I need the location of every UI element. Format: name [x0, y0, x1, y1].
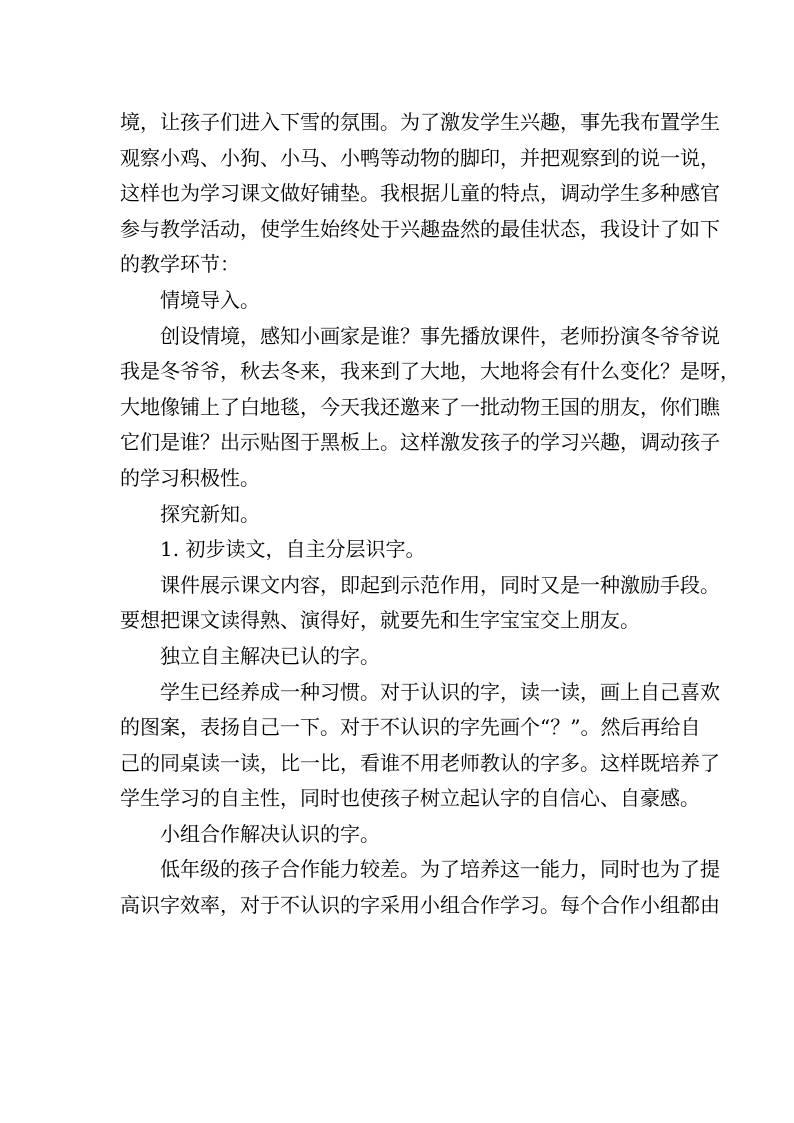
text-line: 课件展示课文内容，即起到示范作用，同时又是一种激励手段。 [160, 572, 720, 597]
text-line: 的图案，表扬自己一下。对于不认识的字先画个“？”。然后再给自 [120, 715, 701, 740]
text-line: 的学习积极性。 [120, 465, 260, 490]
section-heading: 小组合作解决认识的字。 [160, 821, 380, 846]
text-line: 低年级的孩子合作能力较差。为了培养这一能力，同时也为了提 [160, 857, 720, 882]
text-line: 我是冬爷爷，秋去冬来，我来到了大地，大地将会有什么变化？是呀， [120, 359, 740, 384]
section-heading: 独立自主解决已认的字。 [160, 643, 380, 668]
text-line: 这样也为学习课文做好铺垫。我根据儿童的特点，调动学生多种感官 [120, 181, 720, 206]
text-line: 学生学习的自主性，同时也使孩子树立起认字的自信心、自豪感。 [120, 786, 700, 811]
text-line: 境，让孩子们进入下雪的氛围。为了激发学生兴趣，事先我布置学生 [120, 110, 720, 134]
text-line: 己的同桌读一读，比一比，看谁不用老师教认的字多。这样既培养了 [120, 750, 720, 775]
text-line: 学生已经养成一种习惯。对于认识的字，读一读，画上自己喜欢 [160, 679, 720, 704]
numbered-heading: 1. 初步读文，自主分层识字。 [160, 537, 426, 562]
text-line: 高识字效率，对于不认识的字采用小组合作学习。每个合作小组都由 [120, 893, 720, 918]
text-line: 观察小鸡、小狗、小马、小鸭等动物的脚印，并把观察到的说一说， [120, 145, 720, 170]
text-line: 参与教学活动，使学生始终处于兴趣盎然的最佳状态，我设计了如下 [120, 216, 720, 241]
section-heading: 情境导入。 [160, 287, 260, 312]
text-line: 的教学环节： [120, 252, 240, 277]
text-line: 它们是谁？出示贴图于黑板上。这样激发孩子的学习兴趣，调动孩子 [120, 430, 720, 455]
body-text [120, 105, 740, 924]
section-heading: 探究新知。 [160, 501, 260, 526]
text-line: 创设情境，感知小画家是谁？事先播放课件，老师扮演冬爷爷说 [160, 323, 720, 348]
text-line: 要想把课文读得熟、演得好，就要先和生字宝宝交上朋友。 [120, 608, 640, 633]
text-line: 大地像铺上了白地毯，今天我还邀来了一批动物王国的朋友，你们瞧 [120, 394, 720, 419]
